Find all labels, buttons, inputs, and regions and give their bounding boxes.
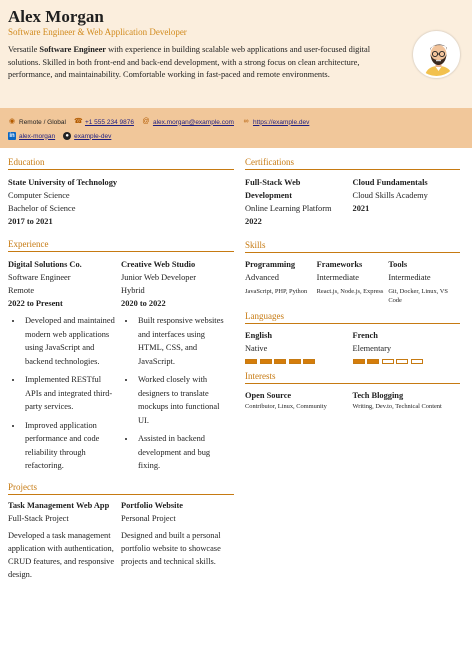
skill-group-1	[245, 258, 317, 305]
meter-segment	[353, 359, 365, 364]
job-company: Creative Web Studio	[121, 260, 196, 269]
link-icon: ∞	[243, 118, 249, 125]
experience-entry-2	[121, 258, 234, 478]
project-entry-1	[8, 499, 121, 581]
right-column	[245, 157, 460, 411]
project-name: Task Management Web App	[8, 500, 110, 510]
certifications-list	[245, 176, 460, 228]
meter-segment	[382, 359, 394, 364]
contact-bar	[0, 108, 472, 148]
skills-heading: Skills	[245, 240, 460, 253]
interest-name: Tech Blogging	[352, 391, 404, 400]
interest-entry-2	[353, 389, 461, 411]
skill-level: Advanced	[245, 273, 279, 282]
contact-email	[142, 118, 234, 126]
projects-list	[8, 499, 234, 581]
certification-entry-1	[245, 176, 353, 228]
certification-entry-2	[353, 176, 461, 228]
interest-keywords: Writing, Dev.to, Technical Content	[352, 403, 442, 410]
phone-icon: ☎	[73, 118, 83, 125]
job-highlight: • Worked closely with designers to translate mockups into functional UI.	[136, 373, 228, 427]
contact-location	[8, 118, 66, 126]
job-position: Junior Web Developer	[121, 273, 196, 282]
meter-segment	[274, 359, 286, 364]
language-meter	[245, 359, 347, 364]
skill-name: Frameworks	[316, 260, 363, 269]
phone-link[interactable]: +1 555 234 9876	[84, 118, 134, 126]
skill-name: Programming	[245, 260, 296, 269]
job-dates: 2020 to 2022	[121, 299, 166, 308]
language-name: English	[245, 331, 273, 340]
interests-heading: Interests	[245, 371, 460, 384]
project-type: Full-Stack Project	[8, 513, 69, 523]
education-entry	[8, 176, 234, 228]
skill-keywords: Git, Docker, Linux, VS Code	[388, 288, 448, 304]
job-highlights	[136, 314, 228, 473]
email-link[interactable]: alex.morgan@example.com	[152, 118, 234, 126]
certification-year: 2021	[352, 204, 370, 213]
contact-row-2	[8, 129, 464, 143]
job-mode: Remote	[8, 286, 35, 295]
meter-segment	[289, 359, 301, 364]
skill-level: Intermediate	[388, 273, 431, 282]
avatar-illustration	[415, 33, 460, 78]
contact-linkedin	[8, 132, 55, 140]
interest-name: Open Source	[245, 391, 292, 400]
education-degree: Bachelor of Science	[8, 204, 76, 213]
meter-segment	[303, 359, 315, 364]
website-link[interactable]: https://example.dev	[252, 118, 310, 126]
education-dates: 2017 to 2021	[8, 217, 53, 226]
language-name: French	[352, 331, 378, 340]
github-link[interactable]: example-dev	[74, 132, 112, 140]
linkedin-icon: in	[9, 133, 15, 139]
certification-name: Cloud Fundamentals	[352, 178, 428, 187]
meter-segment	[260, 359, 272, 364]
candidate-name: Alex Morgan	[8, 7, 104, 26]
job-highlights	[23, 314, 115, 473]
skill-group-3	[388, 258, 460, 305]
resume-header	[0, 0, 472, 108]
left-column	[8, 157, 234, 581]
project-entry-2	[121, 499, 234, 581]
languages-heading: Languages	[245, 311, 460, 324]
certification-issuer: Cloud Skills Academy	[352, 191, 428, 200]
linkedin-link[interactable]: alex-morgan	[19, 132, 56, 140]
email-icon: @	[142, 118, 150, 125]
project-description: Designed and built a personal portfolio website to showcase projects and technical skills.	[121, 530, 221, 566]
contact-website	[242, 118, 309, 126]
job-dates: 2022 to Present	[8, 299, 63, 308]
skill-keywords: React.js, Node.js, Express	[316, 288, 384, 295]
skill-keywords: JavaScript, PHP, Python	[245, 288, 308, 295]
project-type: Personal Project	[121, 513, 176, 523]
avatar	[413, 31, 460, 78]
job-highlight: • Improved application performance and code reliability through refactoring.	[23, 419, 115, 473]
experience-list	[8, 258, 234, 478]
projects-heading: Projects	[8, 482, 234, 495]
skills-list	[245, 258, 460, 305]
language-level: Native	[245, 344, 268, 353]
education-field: Computer Science	[8, 191, 70, 200]
contact-row-1	[8, 115, 464, 129]
meter-segment	[396, 359, 408, 364]
skill-group-2	[317, 258, 389, 305]
job-highlight: • Built responsive websites and interfaces using HTML, CSS, and JavaScript.	[136, 314, 228, 368]
language-entry-1	[245, 329, 353, 364]
job-mode: Hybrid	[121, 286, 145, 295]
job-company: Digital Solutions Co.	[8, 260, 82, 269]
interest-keywords: Contributor, Linux, Community	[245, 403, 327, 410]
interests-list	[245, 389, 460, 411]
experience-heading: Experience	[8, 239, 234, 252]
job-position: Software Engineer	[8, 273, 71, 282]
meter-segment	[245, 359, 257, 364]
candidate-role: Software Engineer & Web Application Developer	[8, 27, 187, 37]
contact-phone	[74, 118, 134, 126]
skill-level: Intermediate	[316, 273, 359, 282]
summary-text-start: Versatile	[8, 45, 40, 54]
summary-text-end: with experience in building scalable web applications and user-focused digital solutions. Skilled in both front-end and back-end development, with a strong focus on clean architecture, performance, and maintainability. Comfortable working in fast-paced and remote environments.	[8, 45, 371, 79]
languages-list	[245, 329, 460, 364]
certification-year: 2022	[245, 217, 262, 226]
location-text: Remote / Global	[19, 118, 66, 126]
education-heading: Education	[8, 157, 234, 170]
project-name: Portfolio Website	[121, 500, 183, 510]
project-description: Developed a task management application with authentication, CRUD features, and responsive design.	[8, 530, 115, 579]
language-level: Elementary	[352, 344, 392, 353]
certification-issuer: Online Learning Platform	[245, 204, 332, 213]
meter-segment	[411, 359, 423, 364]
job-highlight: • Assisted in backend development and bug fixing.	[136, 432, 228, 473]
location-icon: ◉	[8, 118, 16, 125]
certification-name: Full-Stack Web Development	[245, 178, 301, 200]
certifications-heading: Certifications	[245, 157, 460, 170]
language-entry-2	[353, 329, 461, 364]
meter-segment	[367, 359, 379, 364]
education-school: State University of Technology	[8, 178, 118, 187]
job-highlight: • Implemented RESTful APIs and integrated third-party services.	[23, 373, 115, 414]
github-icon: ●	[63, 132, 71, 140]
experience-entry-1	[8, 258, 121, 478]
language-meter	[353, 359, 455, 364]
summary	[8, 44, 388, 82]
contact-github	[63, 132, 111, 140]
job-highlight: • Developed and maintained modern web applications using JavaScript and backend technologies.	[23, 314, 115, 368]
summary-highlight: Software Engineer	[39, 45, 107, 54]
skill-name: Tools	[388, 260, 408, 269]
interest-entry-1	[245, 389, 353, 411]
